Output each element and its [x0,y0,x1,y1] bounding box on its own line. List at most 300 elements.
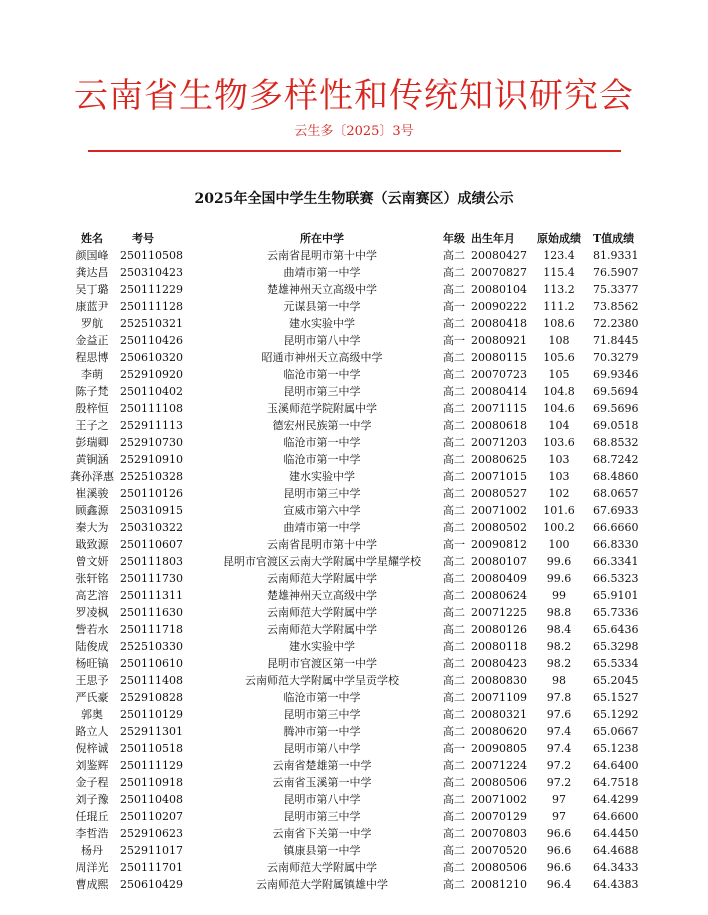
cell-grade: 高二 [443,708,465,721]
cell-grade: 高二 [443,555,465,568]
cell-raw-score: 115.4 [543,266,575,279]
column-header-birth: 出生年月 [471,232,515,245]
cell-birth: 20080506 [471,776,527,789]
cell-name: 刘子豫 [75,793,109,806]
cell-birth: 20080118 [471,640,527,653]
cell-exam-id: 250110426 [120,334,183,347]
table-row [66,332,650,349]
cell-school: 楚雄神州天立高级中学 [267,589,377,602]
cell-school: 云南省玉溪第一中学 [272,776,372,789]
cell-birth: 20071109 [471,691,527,704]
cell-grade: 高二 [443,283,465,296]
cell-name: 龚达昌 [75,266,109,279]
cell-birth: 20080921 [471,334,527,347]
cell-name: 吴丁璐 [75,283,109,296]
cell-grade: 高二 [443,793,465,806]
cell-exam-id: 250110207 [120,810,183,823]
cell-school: 云南师范大学附属中学呈贡学校 [245,674,399,687]
cell-name: 郭奥 [81,708,103,721]
cell-raw-score: 104.8 [543,385,575,398]
cell-t-score: 68.0657 [593,487,639,500]
cell-name: 李哲浩 [75,827,109,840]
cell-raw-score: 123.4 [543,249,575,262]
table-row [66,434,650,451]
cell-school: 昆明市第八中学 [283,334,361,347]
cell-t-score: 66.3341 [593,555,639,568]
cell-exam-id: 252510328 [120,470,183,483]
cell-raw-score: 103 [548,453,570,466]
cell-grade: 高二 [443,861,465,874]
cell-birth: 20071115 [471,402,527,415]
cell-exam-id: 250110402 [120,385,183,398]
cell-exam-id: 252911113 [120,419,183,432]
cell-exam-id: 252910828 [120,691,183,704]
cell-t-score: 68.7242 [593,453,639,466]
cell-school: 临沧市第一中学 [283,691,361,704]
cell-school: 曲靖市第一中学 [283,266,361,279]
cell-grade: 高一 [443,538,465,551]
cell-raw-score: 100.2 [543,521,575,534]
cell-birth: 20071002 [471,793,527,806]
cell-name: 黄锏涵 [75,453,109,466]
table-row [66,536,650,553]
cell-birth: 20090812 [471,538,527,551]
cell-school: 建水实验中学 [289,470,355,483]
cell-grade: 高二 [443,436,465,449]
cell-exam-id: 252910920 [120,368,183,381]
header-divider [88,150,621,152]
cell-grade: 高二 [443,470,465,483]
cell-name: 戢致源 [75,538,109,551]
cell-exam-id: 250310322 [120,521,183,534]
cell-name: 李萌 [81,368,103,381]
cell-exam-id: 250111718 [120,623,183,636]
cell-grade: 高二 [443,878,465,891]
cell-exam-id: 252910910 [120,453,183,466]
table-row [66,859,650,876]
cell-t-score: 69.5694 [593,385,639,398]
cell-t-score: 65.2045 [593,674,639,687]
cell-birth: 20080107 [471,555,527,568]
cell-t-score: 64.4450 [593,827,639,840]
cell-name: 路立人 [75,725,109,738]
cell-raw-score: 103.6 [543,436,575,449]
cell-school: 昆明市第八中学 [283,742,361,755]
column-header-exam-id: 考号 [132,232,154,245]
column-header-raw-score: 原始成绩 [537,232,581,245]
cell-birth: 20080625 [471,453,527,466]
cell-exam-id: 250110518 [120,742,183,755]
cell-birth: 20080502 [471,521,527,534]
cell-grade: 高二 [443,606,465,619]
cell-name: 罗凌枫 [75,606,109,619]
table-row [66,553,650,570]
cell-grade: 高二 [443,674,465,687]
table-row [66,468,650,485]
cell-grade: 高二 [443,810,465,823]
cell-raw-score: 97.8 [546,691,572,704]
cell-birth: 20090805 [471,742,527,755]
cell-grade: 高二 [443,317,465,330]
cell-school: 云南师范大学附属镇雄中学 [256,878,388,891]
table-row [66,757,650,774]
column-header-t-score: T值成绩 [593,232,635,245]
cell-birth: 20080115 [471,351,527,364]
document-number: 云生多〔2025〕3号 [294,124,414,139]
cell-name: 陈子梵 [75,385,109,398]
cell-t-score: 65.9101 [593,589,639,602]
cell-school: 云南师范大学附属中学 [267,861,377,874]
cell-t-score: 65.0667 [593,725,639,738]
cell-raw-score: 108.6 [543,317,575,330]
cell-name: 秦大为 [75,521,109,534]
cell-birth: 20081210 [471,878,527,891]
cell-school: 建水实验中学 [289,317,355,330]
table-body [66,247,650,893]
cell-birth: 20070129 [471,810,527,823]
cell-exam-id: 250610320 [120,351,183,364]
cell-exam-id: 252911301 [120,725,183,738]
table-row [66,876,650,893]
cell-raw-score: 98 [552,674,566,687]
cell-birth: 20080409 [471,572,527,585]
cell-exam-id: 250111630 [120,606,183,619]
cell-grade: 高一 [443,742,465,755]
cell-raw-score: 113.2 [543,283,575,296]
cell-t-score: 69.5696 [593,402,639,415]
cell-school: 昆明市第三中学 [283,385,361,398]
cell-school: 建水实验中学 [289,640,355,653]
table-row [66,638,650,655]
cell-birth: 20080104 [471,283,527,296]
cell-birth: 20080321 [471,708,527,721]
cell-birth: 20071225 [471,606,527,619]
cell-school: 楚雄神州天立高级中学 [267,283,377,296]
cell-t-score: 69.9346 [593,368,639,381]
cell-raw-score: 96.4 [546,878,572,891]
cell-t-score: 66.8330 [593,538,639,551]
cell-grade: 高二 [443,504,465,517]
cell-grade: 高二 [443,572,465,585]
cell-school: 昆明市官渡区云南大学附属中学星耀学校 [223,555,421,568]
cell-exam-id: 250111129 [120,759,183,772]
cell-raw-score: 97.4 [546,725,572,738]
cell-grade: 高二 [443,419,465,432]
cell-t-score: 66.5323 [593,572,639,585]
cell-exam-id: 250310915 [120,504,183,517]
table-row [66,774,650,791]
cell-exam-id: 250111730 [120,572,183,585]
cell-exam-id: 250111701 [120,861,183,874]
cell-grade: 高二 [443,385,465,398]
cell-t-score: 76.5907 [593,266,639,279]
cell-exam-id: 250310423 [120,266,183,279]
cell-name: 陆俊成 [75,640,109,653]
cell-raw-score: 105.6 [543,351,575,364]
cell-name: 崔溪骏 [75,487,109,500]
cell-grade: 高二 [443,827,465,840]
scores-table [66,231,650,893]
cell-exam-id: 252510321 [120,317,183,330]
cell-grade: 高二 [443,402,465,415]
cell-exam-id: 252510330 [120,640,183,653]
cell-birth: 20080126 [471,623,527,636]
cell-t-score: 65.3298 [593,640,639,653]
cell-school: 曲靖市第一中学 [283,521,361,534]
cell-exam-id: 250111128 [120,300,183,313]
cell-birth: 20080620 [471,725,527,738]
cell-raw-score: 96.6 [546,844,572,857]
cell-t-score: 67.6933 [593,504,639,517]
table-row [66,587,650,604]
cell-grade: 高二 [443,725,465,738]
cell-exam-id: 252910623 [120,827,183,840]
cell-t-score: 69.0518 [593,419,639,432]
cell-birth: 20080618 [471,419,527,432]
cell-grade: 高二 [443,776,465,789]
cell-school: 镇康县第一中学 [283,844,361,857]
cell-raw-score: 99 [552,589,566,602]
cell-t-score: 71.8445 [593,334,639,347]
table-row [66,604,650,621]
cell-name: 曹成熙 [75,878,109,891]
cell-birth: 20071224 [471,759,527,772]
cell-t-score: 65.7336 [593,606,639,619]
cell-exam-id: 250111803 [120,555,183,568]
cell-t-score: 64.6400 [593,759,639,772]
cell-name: 高艺溶 [75,589,109,602]
cell-raw-score: 97.2 [546,759,572,772]
cell-birth: 20070723 [471,368,527,381]
cell-exam-id: 250610429 [120,878,183,891]
cell-school: 云南师范大学附属中学 [267,572,377,585]
cell-name: 曾文妍 [75,555,109,568]
cell-exam-id: 250110408 [120,793,183,806]
cell-school: 昆明市第三中学 [283,487,361,500]
table-row [66,349,650,366]
cell-name: 王子之 [75,419,109,432]
table-row [66,281,650,298]
cell-birth: 20090222 [471,300,527,313]
cell-raw-score: 101.6 [543,504,575,517]
cell-exam-id: 250110918 [120,776,183,789]
cell-school: 德宏州民族第一中学 [272,419,372,432]
cell-exam-id: 250110129 [120,708,183,721]
cell-name: 程思博 [75,351,109,364]
cell-name: 彭瑞卿 [75,436,109,449]
table-row [66,502,650,519]
cell-raw-score: 105 [548,368,570,381]
cell-exam-id: 250111408 [120,674,183,687]
cell-raw-score: 98.4 [546,623,572,636]
table-row [66,689,650,706]
cell-raw-score: 103 [548,470,570,483]
cell-t-score: 64.6600 [593,810,639,823]
cell-raw-score: 104 [548,419,570,432]
cell-name: 任琨丘 [75,810,109,823]
table-row [66,366,650,383]
cell-exam-id: 250110126 [120,487,183,500]
cell-birth: 20080624 [471,589,527,602]
cell-name: 严氏豪 [75,691,109,704]
table-row [66,485,650,502]
cell-birth: 20080830 [471,674,527,687]
table-row [66,315,650,332]
cell-birth: 20071002 [471,504,527,517]
table-row [66,740,650,757]
cell-t-score: 65.1527 [593,691,639,704]
cell-t-score: 68.4860 [593,470,639,483]
cell-name: 殷梓恒 [75,402,109,415]
cell-grade: 高二 [443,249,465,262]
cell-name: 刘鉴辉 [75,759,109,772]
cell-t-score: 64.3433 [593,861,639,874]
cell-school: 腾冲市第一中学 [283,725,361,738]
table-row [66,417,650,434]
cell-grade: 高一 [443,300,465,313]
cell-exam-id: 252910730 [120,436,183,449]
cell-name: 周洋光 [75,861,109,874]
cell-name: 顾鑫源 [75,504,109,517]
cell-grade: 高二 [443,266,465,279]
cell-t-score: 65.1292 [593,708,639,721]
table-row [66,706,650,723]
cell-grade: 高二 [443,351,465,364]
table-row [66,383,650,400]
cell-raw-score: 100 [548,538,570,551]
cell-birth: 20080414 [471,385,527,398]
cell-school: 临沧市第一中学 [283,436,361,449]
cell-school: 云南省昆明市第十中学 [267,249,377,262]
cell-school: 元谋县第一中学 [283,300,361,313]
cell-raw-score: 97.4 [546,742,572,755]
cell-name: 罗航 [81,317,103,330]
cell-birth: 20080427 [471,249,527,262]
cell-grade: 高二 [443,640,465,653]
cell-name: 倪梓诚 [75,742,109,755]
cell-raw-score: 97.2 [546,776,572,789]
cell-school: 云南省下关第一中学 [272,827,372,840]
cell-school: 玉溪师范学院附属中学 [267,402,377,415]
table-row [66,451,650,468]
cell-t-score: 64.4688 [593,844,639,857]
cell-name: 杨旺镐 [75,657,109,670]
cell-t-score: 73.8562 [593,300,639,313]
cell-raw-score: 99.6 [546,555,572,568]
cell-raw-score: 102 [548,487,570,500]
cell-birth: 20080423 [471,657,527,670]
column-header-school: 所在中学 [300,232,344,245]
cell-t-score: 65.6436 [593,623,639,636]
cell-grade: 高二 [443,487,465,500]
cell-birth: 20070803 [471,827,527,840]
table-row [66,621,650,638]
cell-exam-id: 250111108 [120,402,183,415]
cell-grade: 高一 [443,334,465,347]
table-row [66,842,650,859]
organization-title: 云南省生物多样性和传统知识研究会 [74,76,634,116]
cell-raw-score: 98.8 [546,606,572,619]
cell-birth: 20080527 [471,487,527,500]
cell-t-score: 66.6660 [593,521,639,534]
column-header-name: 姓名 [81,232,103,245]
table-title: 2025年全国中学生生物联赛（云南赛区）成绩公示 [194,191,514,207]
table-row [66,825,650,842]
cell-school: 临沧市第一中学 [283,368,361,381]
cell-raw-score: 96.6 [546,827,572,840]
cell-raw-score: 96.6 [546,861,572,874]
cell-birth: 20071203 [471,436,527,449]
cell-name: 金益正 [75,334,109,347]
cell-raw-score: 98.2 [546,657,572,670]
cell-raw-score: 111.2 [543,300,575,313]
cell-birth: 20070827 [471,266,527,279]
cell-grade: 高二 [443,844,465,857]
cell-raw-score: 99.6 [546,572,572,585]
cell-birth: 20070520 [471,844,527,857]
column-header-grade: 年级 [443,232,465,245]
cell-raw-score: 97.6 [546,708,572,721]
table-row [66,519,650,536]
cell-name: 康蓝尹 [75,300,109,313]
cell-t-score: 65.1238 [593,742,639,755]
table-row [66,247,650,264]
cell-school: 云南师范大学附属中学 [267,623,377,636]
cell-name: 王思予 [75,674,109,687]
table-row [66,298,650,315]
cell-exam-id: 250110610 [120,657,183,670]
cell-name: 张轩铭 [75,572,109,585]
table-row [66,723,650,740]
cell-name: 金子程 [75,776,109,789]
cell-school: 昆明市第八中学 [283,793,361,806]
cell-t-score: 65.5334 [593,657,639,670]
table-row [66,791,650,808]
table-row [66,808,650,825]
table-row [66,655,650,672]
cell-school: 云南省楚雄第一中学 [272,759,372,772]
table-header-row [66,231,650,247]
cell-school: 昆明市官渡区第一中学 [267,657,377,670]
cell-school: 临沧市第一中学 [283,453,361,466]
cell-t-score: 72.2380 [593,317,639,330]
cell-t-score: 64.7518 [593,776,639,789]
cell-t-score: 64.4383 [593,878,639,891]
cell-raw-score: 97 [552,793,566,806]
cell-school: 宣威市第六中学 [283,504,361,517]
cell-name: 龚孙泽惠 [70,470,114,483]
cell-raw-score: 98.2 [546,640,572,653]
cell-raw-score: 97 [552,810,566,823]
cell-school: 昆明市第三中学 [283,708,361,721]
cell-school: 昭通市神州天立高级中学 [261,351,383,364]
cell-raw-score: 108 [548,334,570,347]
cell-grade: 高二 [443,368,465,381]
cell-t-score: 75.3377 [593,283,639,296]
cell-school: 昆明市第三中学 [283,810,361,823]
cell-birth: 20080418 [471,317,527,330]
cell-exam-id: 250110508 [120,249,183,262]
cell-exam-id: 252911017 [120,844,183,857]
cell-grade: 高二 [443,623,465,636]
cell-grade: 高二 [443,521,465,534]
cell-t-score: 64.4299 [593,793,639,806]
table-row [66,570,650,587]
cell-school: 云南师范大学附属中学 [267,606,377,619]
cell-grade: 高二 [443,657,465,670]
cell-exam-id: 250111229 [120,283,183,296]
cell-t-score: 68.8532 [593,436,639,449]
